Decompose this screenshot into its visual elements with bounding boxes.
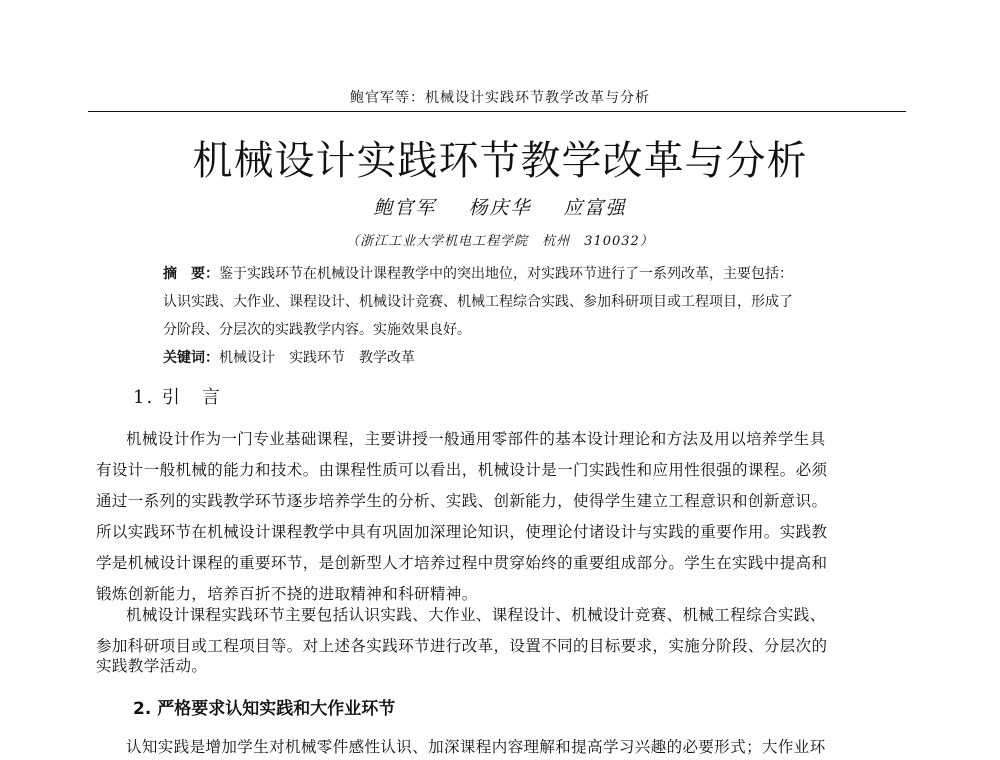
keywords-line (163, 344, 863, 372)
author-name: 鲍官军 (373, 197, 437, 219)
author-name: 应富强 (563, 197, 627, 219)
author-name: 杨庆华 (468, 197, 532, 219)
abstract-line (163, 260, 863, 288)
section-heading-practice: 2. 严格要求认知实践和大作业环节 (133, 699, 396, 719)
running-header: 鲍官军等：机械设计实践环节教学改革与分析 (350, 90, 650, 106)
affiliation: （浙江工业大学机电工程学院 杭州 310032） (346, 234, 654, 249)
header-rule (88, 111, 906, 112)
body-line: 所以实践环节在机械设计课程教学中具有巩固加深理论知识，使理论付诸设计与实践的重要作用。实践教 (96, 523, 828, 541)
keywords-text: 机械设计 实践环节 教学改革 (219, 350, 415, 366)
body-line: 通过一系列的实践教学环节逐步培养学生的分析、实践、创新能力，使得学生建立工程意识和创新意识。 (96, 492, 828, 510)
abstract-line: 分阶段、分层次的实践教学内容。实施效果良好。 (163, 322, 471, 338)
body-line: 参加科研项目或工程项目等。对上述各实践环节进行改革，设置不同的目标要求，实施分阶段、分层次的 (96, 637, 828, 655)
section-heading-introduction: 1. 引 言 (133, 387, 222, 408)
author-list (0, 193, 1000, 220)
body-line: 学是机械设计课程的重要环节，是创新型人才培养过程中贯穿始终的重要组成部分。学生在实践中提高和 (96, 554, 828, 572)
body-line: 机械设计课程实践环节主要包括认识实践、大作业、课程设计、机械设计竞赛、机械工程综合实践、 (126, 606, 826, 624)
body-line: 有设计一般机械的能力和技术。由课程性质可以看出，机械设计是一门实践性和应用性很强的课程。必须 (96, 461, 828, 479)
keywords-label: 关键词： (163, 350, 219, 366)
abstract-text: 鉴于实践环节在机械设计课程教学中的突出地位，对实践环节进行了一系列改革，主要包括： (219, 266, 793, 282)
body-line: 锻炼创新能力，培养百折不挠的进取精神和科研精神。 (96, 585, 478, 603)
body-line: 机械设计作为一门专业基础课程，主要讲授一般通用零部件的基本设计理论和方法及用以培养学生具 (126, 430, 826, 448)
abstract-block (163, 260, 863, 372)
body-line: 认知实践是增加学生对机械零件感性认识、加深课程内容理解和提高学习兴趣的必要形式；大作业环 (126, 738, 826, 756)
paper-title: 机械设计实践环节教学改革与分析 (192, 138, 808, 184)
abstract-label: 摘 要： (163, 266, 219, 282)
abstract-line: 认识实践、大作业、课程设计、机械设计竞赛、机械工程综合实践、参加科研项目或工程项目，形成了 (163, 294, 793, 310)
body-line: 实践教学活动。 (96, 657, 208, 675)
